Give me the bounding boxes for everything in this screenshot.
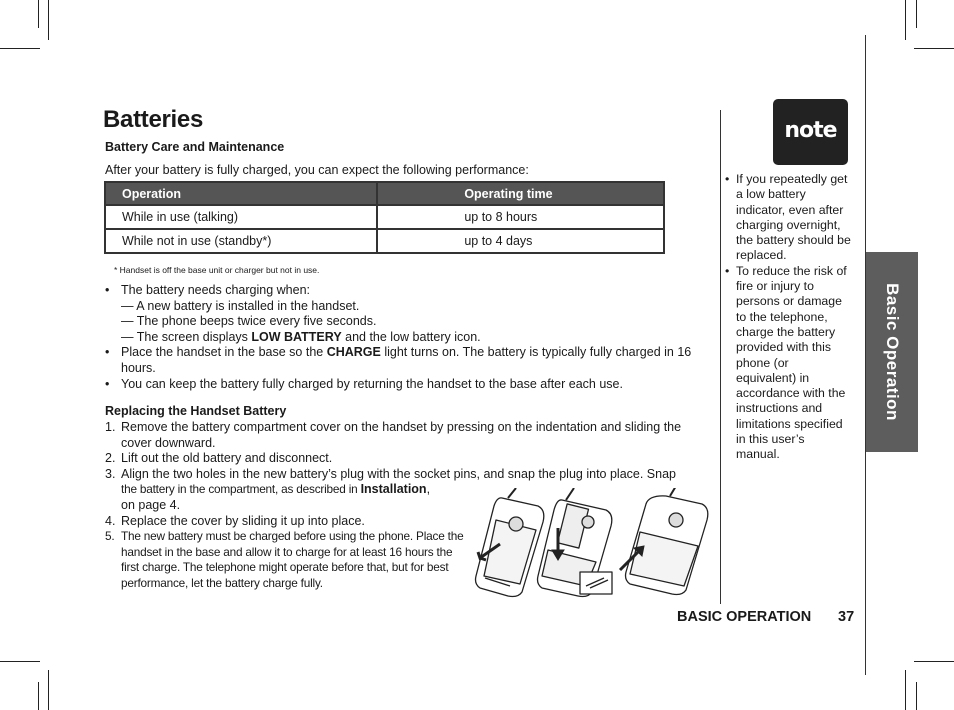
table-row [105,229,664,253]
installation-link-text: Installation [360,482,427,497]
page-number: 37 [838,609,855,625]
list-item: • If you repeatedly get a low battery indicator, even after charging overnight, the battery should be replaced. [725,172,851,264]
crop-mark [38,0,39,28]
crop-mark [0,48,40,49]
note-list [725,172,851,463]
page-title: Batteries [103,106,204,133]
crop-mark [48,670,49,710]
list-item: • To reduce the risk of fire or injury to persons or damage to the telephone, charge the battery provided with this phone (or equivalent) in accordance with the instructions and limitations specified in this user’s manual. [725,264,851,463]
list-item: 4. Replace the cover by sliding it up into place. [105,513,365,528]
charging-bullets [105,283,710,392]
table-cell: up to 4 days [377,229,664,253]
table-cell: While in use (talking) [105,205,377,229]
low-battery-text: LOW BATTERY [251,329,342,344]
care-intro: After your battery is fully charged, you can expect the following performance: [105,163,529,177]
table-row [105,205,664,229]
list-item: • Place the handset in the base so the CHARGE light turns on. The battery is typically fully charged in 16 hours. [105,345,710,376]
crop-mark [38,682,39,710]
crop-mark [0,661,40,662]
list-item: 2. Lift out the old battery and disconnect. [105,451,333,466]
table-cell: up to 8 hours [377,205,664,229]
note-badge-label: note [784,118,837,143]
list-item: 1. Remove the battery compartment cover on the handset by pressing on the indentation and sliding the cover downward. [105,420,682,450]
table-header-row [105,182,664,205]
table-cell: While not in use (standby*) [105,229,377,253]
sub-item: — The phone beeps twice every five seconds. [121,314,377,329]
crop-mark [914,661,954,662]
footnote: * Handset is off the base unit or charger but not in use. [114,265,320,275]
table-header-operation: Operation [105,182,377,205]
section-tab-label: Basic Operation [883,283,902,421]
list-item [105,283,710,345]
section-tab [866,252,918,452]
care-heading: Battery Care and Maintenance [105,140,285,154]
crop-mark [905,670,906,710]
sub-item: — The screen displays LOW BATTERY and the low battery icon. [121,329,481,344]
replace-heading: Replacing the Handset Battery [105,404,287,418]
list-item: 3. Align the two holes in the new battery’s plug with the socket pins, and snap the plug into place. Snap the battery in the compartment, as described in Installation, on page 4. [105,466,676,512]
column-divider [720,110,721,604]
handset-battery-illustration [470,488,715,600]
charge-text: CHARGE [326,345,381,360]
table-header-operating-time: Operating time [377,182,664,205]
performance-table [104,181,665,254]
bullet-text: The battery needs charging when: [121,283,311,297]
crop-mark [48,0,49,40]
crop-mark [916,0,917,28]
crop-mark [916,682,917,710]
crop-mark [905,0,906,40]
footer-section-label: BASIC OPERATION [677,609,812,625]
sub-item: — A new battery is installed in the handset. [121,298,360,313]
crop-mark [914,48,954,49]
list-item: • You can keep the battery fully charged by returning the handset to the base after each use. [105,377,710,393]
list-item: 5. The new battery must be charged before using the phone. Place the handset in the base and allow it to charge for at least 16 hours the first charge. The telephone might operate before that, but for best performance, let the battery charge fully. [105,529,464,590]
note-badge [773,99,848,165]
